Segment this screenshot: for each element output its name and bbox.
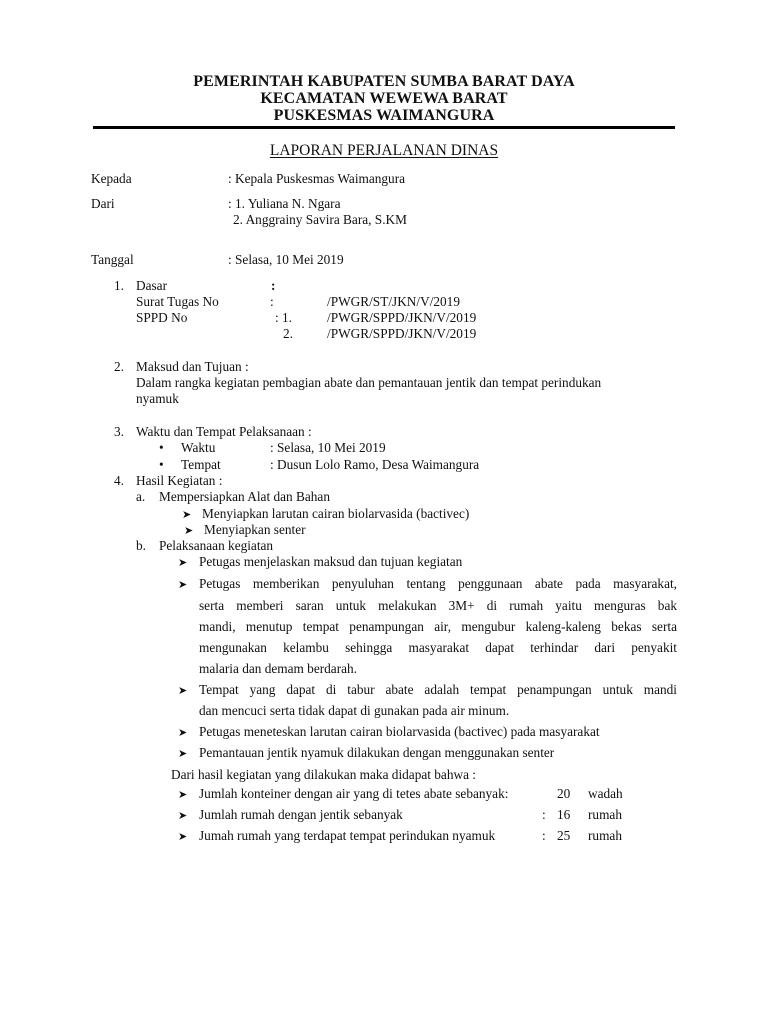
letterhead-line-1: PEMERINTAH KABUPATEN SUMBA BARAT DAYA <box>193 73 575 90</box>
sppd-value-2: /PWGR/SPPD/JKN/V/2019 <box>327 326 477 341</box>
result-2-unit: rumah <box>588 807 622 822</box>
section-2-heading: Maksud dan Tujuan : <box>136 359 249 374</box>
section-1-colon: : <box>271 278 276 293</box>
arrow-bullet-icon: ➤ <box>182 509 192 521</box>
activity-item-1: Petugas menjelaskan maksud dan tujuan kegiatan <box>199 554 463 569</box>
sppd-value-1: /PWGR/SPPD/JKN/V/2019 <box>327 310 477 325</box>
activity-item-2-line-1: Petugas memberikan penyuluhan tentang penggunaan abate pada masyarakat, <box>199 576 677 591</box>
result-2-colon: : <box>542 807 546 822</box>
result-1-value: 20 <box>557 786 571 801</box>
arrow-bullet-icon: ➤ <box>184 525 194 537</box>
prep-item-2: Menyiapkan senter <box>204 522 306 537</box>
kepada-label: Kepada <box>91 171 132 186</box>
section-2-body-line-1: Dalam rangka kegiatan pembagian abate dan pemantauan jentik dan tempat perindukan <box>136 375 602 390</box>
letterhead-line-2: KECAMATAN WEWEWA BARAT <box>260 90 508 107</box>
dari-value-1: : 1. Yuliana N. Ngara <box>228 196 341 211</box>
activity-item-3-line-2: dan mencuci serta tidak dapat di gunakan pada air minum. <box>199 703 510 718</box>
result-1-label: Jumlah konteiner dengan air yang di tetes abate sebanyak: <box>199 786 509 801</box>
arrow-bullet-icon: ➤ <box>178 557 188 569</box>
activity-item-4: Petugas meneteskan larutan cairan biolarvasida (bactivec) pada masyarakat <box>199 724 600 739</box>
waktu-label: Waktu <box>181 440 216 455</box>
arrow-bullet-icon: ➤ <box>178 810 188 822</box>
letterhead-line-3: PUSKESMAS WAIMANGURA <box>273 107 495 124</box>
surat-tugas-label: Surat Tugas No <box>136 294 219 309</box>
dari-value-2: 2. Anggrainy Savira Bara, S.KM <box>233 212 407 227</box>
section-2-body-line-2: nyamuk <box>136 391 179 406</box>
dari-label: Dari <box>91 196 115 211</box>
result-1-unit: wadah <box>588 786 623 801</box>
section-1-heading: Dasar <box>136 278 168 293</box>
arrow-bullet-icon: ➤ <box>178 727 188 739</box>
activity-item-2-line-3: mandi, menutup tempat penampungan air, mengubur kaleng-kaleng bekas serta <box>199 619 677 634</box>
result-3-value: 25 <box>557 828 571 843</box>
tempat-value: : Dusun Lolo Ramo, Desa Waimangura <box>270 457 480 472</box>
surat-tugas-colon: : <box>270 294 274 309</box>
surat-tugas-value: /PWGR/ST/JKN/V/2019 <box>327 294 460 309</box>
results-intro: Dari hasil kegiatan yang dilakukan maka didapat bahwa : <box>171 767 476 782</box>
subsection-b-heading: Pelaksanaan kegiatan <box>159 538 274 553</box>
waktu-value: : Selasa, 10 Mei 2019 <box>270 440 386 455</box>
bullet-icon: • <box>159 457 164 472</box>
arrow-bullet-icon: ➤ <box>178 789 188 801</box>
arrow-bullet-icon: ➤ <box>178 685 188 697</box>
sppd-number-2: 2. <box>283 326 293 341</box>
arrow-bullet-icon: ➤ <box>178 748 188 760</box>
section-2-number: 2. <box>114 359 124 374</box>
tanggal-value: : Selasa, 10 Mei 2019 <box>228 252 344 267</box>
activity-item-2-line-4: mengunakan kelambu sehingga masyarakat dapat terhindar dari penyakit <box>199 640 677 655</box>
activity-item-2-line-2: serta memberi saran untuk melakukan 3M+ di rumah yaitu menguras bak <box>199 598 677 613</box>
tanggal-label: Tanggal <box>91 252 134 267</box>
arrow-bullet-icon: ➤ <box>178 831 188 843</box>
tempat-label: Tempat <box>181 457 221 472</box>
section-4-number: 4. <box>114 473 124 488</box>
result-3-colon: : <box>542 828 546 843</box>
bullet-icon: • <box>159 440 164 455</box>
activity-item-2-line-5: malaria dan demam berdarah. <box>199 661 358 676</box>
arrow-bullet-icon: ➤ <box>178 579 188 591</box>
document-title: LAPORAN PERJALANAN DINAS <box>269 142 499 159</box>
section-3-number: 3. <box>114 424 124 439</box>
activity-item-5: Pemantauan jentik nyamuk dilakukan dengan menggunakan senter <box>199 745 555 760</box>
letterhead-divider <box>93 126 675 129</box>
result-3-unit: rumah <box>588 828 622 843</box>
activity-item-3-line-1: Tempat yang dapat di tabur abate adalah tempat penampungan untuk mandi <box>199 682 677 697</box>
result-3-label: Jumah rumah yang terdapat tempat perindukan nyamuk <box>199 828 496 843</box>
subsection-a-heading: Mempersiapkan Alat dan Bahan <box>159 489 330 504</box>
result-2-label: Jumlah rumah dengan jentik sebanyak <box>199 807 403 822</box>
sppd-colon-1: : 1. <box>275 310 292 325</box>
section-1-number: 1. <box>114 278 124 293</box>
section-4-heading: Hasil Kegiatan : <box>136 473 223 488</box>
kepada-value: : Kepala Puskesmas Waimangura <box>228 171 406 186</box>
result-2-value: 16 <box>557 807 571 822</box>
sppd-label: SPPD No <box>136 310 188 325</box>
subsection-b-letter: b. <box>136 538 146 553</box>
prep-item-1: Menyiapkan larutan cairan biolarvasida (bactivec) <box>202 506 470 521</box>
subsection-a-letter: a. <box>136 489 146 504</box>
section-3-heading: Waktu dan Tempat Pelaksanaan : <box>136 424 312 439</box>
